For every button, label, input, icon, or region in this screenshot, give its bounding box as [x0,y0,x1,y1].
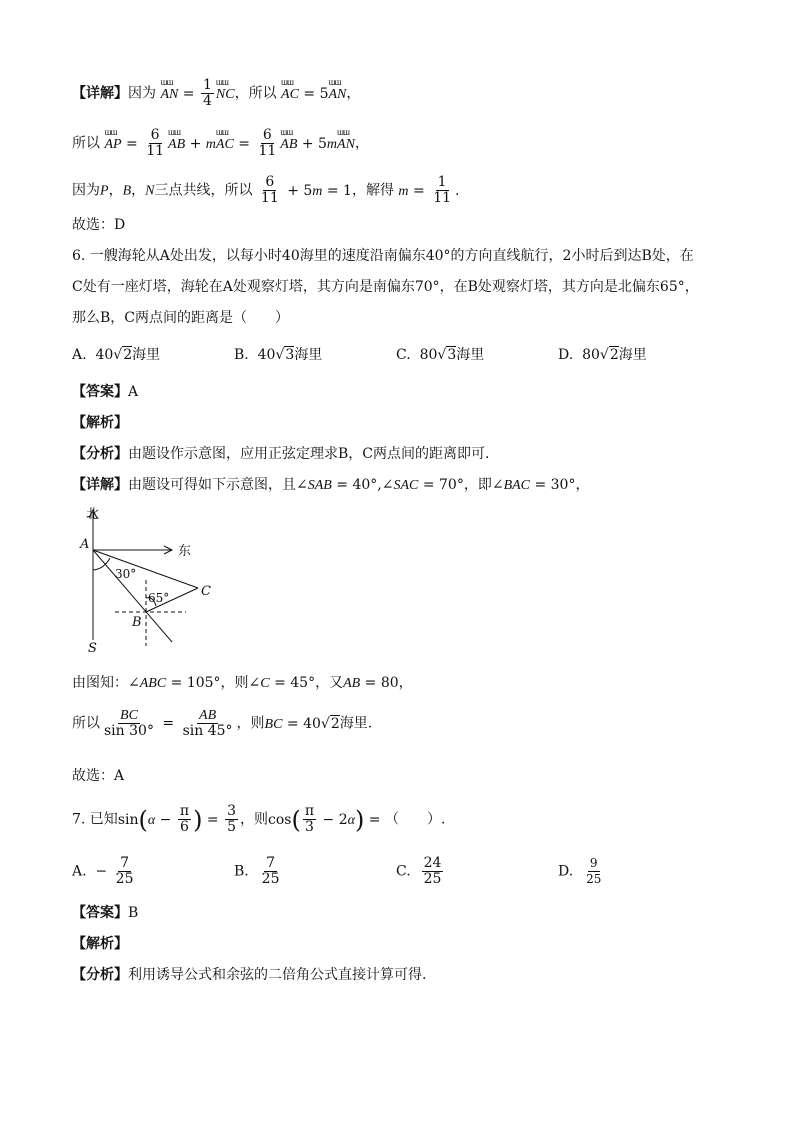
option-letter: C. [396,347,411,363]
math: $\frac{BC}{\sin 30^\circ}$ [104,708,154,739]
option-letter: B. [234,863,249,880]
vector-line-2 [72,128,369,159]
math: $\frac{6}{11}$ + 5m = 1 [260,174,352,206]
fenxi-label: 【分析】 [72,446,128,462]
option-letter: A. [72,863,87,880]
navigation-diagram [60,500,230,658]
math: cos( $\frac{\pi}{3}$ − 2α) = [268,803,385,835]
text: （ ）. [384,811,446,828]
math: ∠ABC = 105° [128,675,221,691]
vector-line-1 [72,78,360,109]
math: ɯɯ AN = $\frac{1}{4}$ ɯɯ NC [160,86,234,102]
math: BC = 40√2 [264,715,340,732]
option-letter: A. [72,347,87,363]
q6-fenxi [72,443,489,463]
math: AB = 80 [343,675,399,691]
text: 所以 [72,715,100,732]
q6-end: 故选：A [72,768,125,784]
xiangjie-label: 【详解】 [72,477,128,493]
text: ，又 [315,675,344,691]
q7-option-b: B. $\frac{7}{25}$ [234,855,280,887]
q6-option-a: A. 40√2海里 [72,347,161,363]
q7-stem [72,804,445,835]
text: 因为 [128,85,156,102]
q6-option-c: C. 80√3海里 [396,347,485,363]
q6-answer [72,381,138,401]
detail-label: 【详解】 [72,85,128,102]
q6-analysis-label: 【解析】 [72,415,128,431]
angle-30-label: 30° [115,567,137,581]
q6-step-1 [72,672,413,692]
q7-fenxi [72,964,426,984]
xiangjie-text: 由题设可得如下示意图，且 [128,477,296,493]
math: $\frac{AB}{\sin 45^\circ}$ [182,708,233,739]
collinear-line: 因为P，B，N三点共线，所以 $\frac{6}{11}$ + 5m = 1，解得 m = $\frac{1}{11}$ . [72,174,460,206]
text: ， [398,675,413,691]
math: ɯɯ AC = 5ɯɯ AN [281,86,346,102]
point-b-label: B [132,615,142,630]
text: 海里. [339,715,373,732]
math: ∠C = 45° [248,675,316,691]
north-label: 北 [86,507,100,522]
q6-stem-2: C处有一座灯塔，海轮在A处观察灯塔，其方向是南偏东70°，在B处观察灯塔，其方向是北偏东65°， [72,279,699,295]
option-letter: C. [396,863,411,880]
unit: 海里 [618,347,647,363]
q7-option-a: A. − $\frac{7}{25}$ [72,855,134,887]
unit: 海里 [456,347,485,363]
text: ，则 [236,715,265,732]
text: ，则 [240,811,269,828]
answer-value: B [128,905,139,921]
q6-step-2: 所以 $\frac{BC}{\sin 30^\circ}$ = $\frac{AB}{\sin 45^\circ}$ ，则BC = 40√2海里. [72,708,373,739]
math: ∠BAC = 30° [491,477,576,493]
math: ɯɯ AP = $\frac{6}{11}$ ɯɯ AB + mɯɯ AC = $\frac{6}{11}$ ɯɯ AB + 5mɯɯ AN [104,136,354,152]
option-letter: B. [234,347,249,363]
point-a-label: A [80,537,90,552]
q7-answer [72,902,138,922]
math: sin(α − $\frac{\pi}{6}$ ) = $\frac{3}{5}$ [117,803,237,835]
fenxi-label: 【分析】 [72,967,128,983]
answer-label: 【答案】 [72,384,128,400]
q6-xiangjie: 【详解】由题设可得如下示意图，且∠SAB = 40°,∠SAC = 70°，即∠BAC = 30°， [72,477,590,493]
east-label: 东 [178,544,192,559]
answer-value: A [128,384,139,400]
text: ， [354,135,369,152]
text: ，所以 [234,85,277,102]
angle-65-label: 65° [148,591,170,605]
option-letter: D. [558,347,574,363]
q6-stem-3: 那么B，C两点间的距离是（ ） [72,310,289,326]
unit: 海里 [294,347,323,363]
text: 所以 [72,135,100,152]
q7-analysis-label: 【解析】 [72,936,128,952]
answer-label: 【答案】 [72,905,128,921]
text: ， [346,85,361,102]
choice-line: 故选：D [72,217,126,233]
text: 由图知： [72,675,128,691]
math: m = $\frac{1}{11}$ . [398,174,460,206]
q6-option-d: D. 80√2海里 [558,347,647,363]
text: ，即 [463,477,492,493]
text: ，则 [220,675,249,691]
fenxi-text: 由题设作示意图，应用正弦定理求B，C两点间的距离即可. [128,446,490,462]
q7-option-c: C. $\frac{24}{25}$ [396,855,442,887]
q6-option-b: B. 40√3海里 [234,347,323,363]
q6-stem-1: 6. 一艘海轮从A处出发，以每小时40海里的速度沿南偏东40°的方向直线航行，2小时后到达B处，在 [72,248,694,264]
math: ∠SAB = 40°,∠SAC = 70° [296,477,464,493]
q7-option-d: D. $\frac{9}{25}$ [558,856,602,886]
unit: 海里 [132,347,161,363]
point-c-label: C [201,584,211,599]
text: 三点共线，所以 [154,182,253,199]
south-label: S [88,641,97,656]
text: 因为 [72,182,100,199]
option-letter: D. [558,863,574,880]
fenxi-text: 利用诱导公式和余弦的二倍角公式直接计算可得. [128,967,427,983]
text: ，解得 [351,182,394,199]
text: 7. 已知 [72,811,118,828]
